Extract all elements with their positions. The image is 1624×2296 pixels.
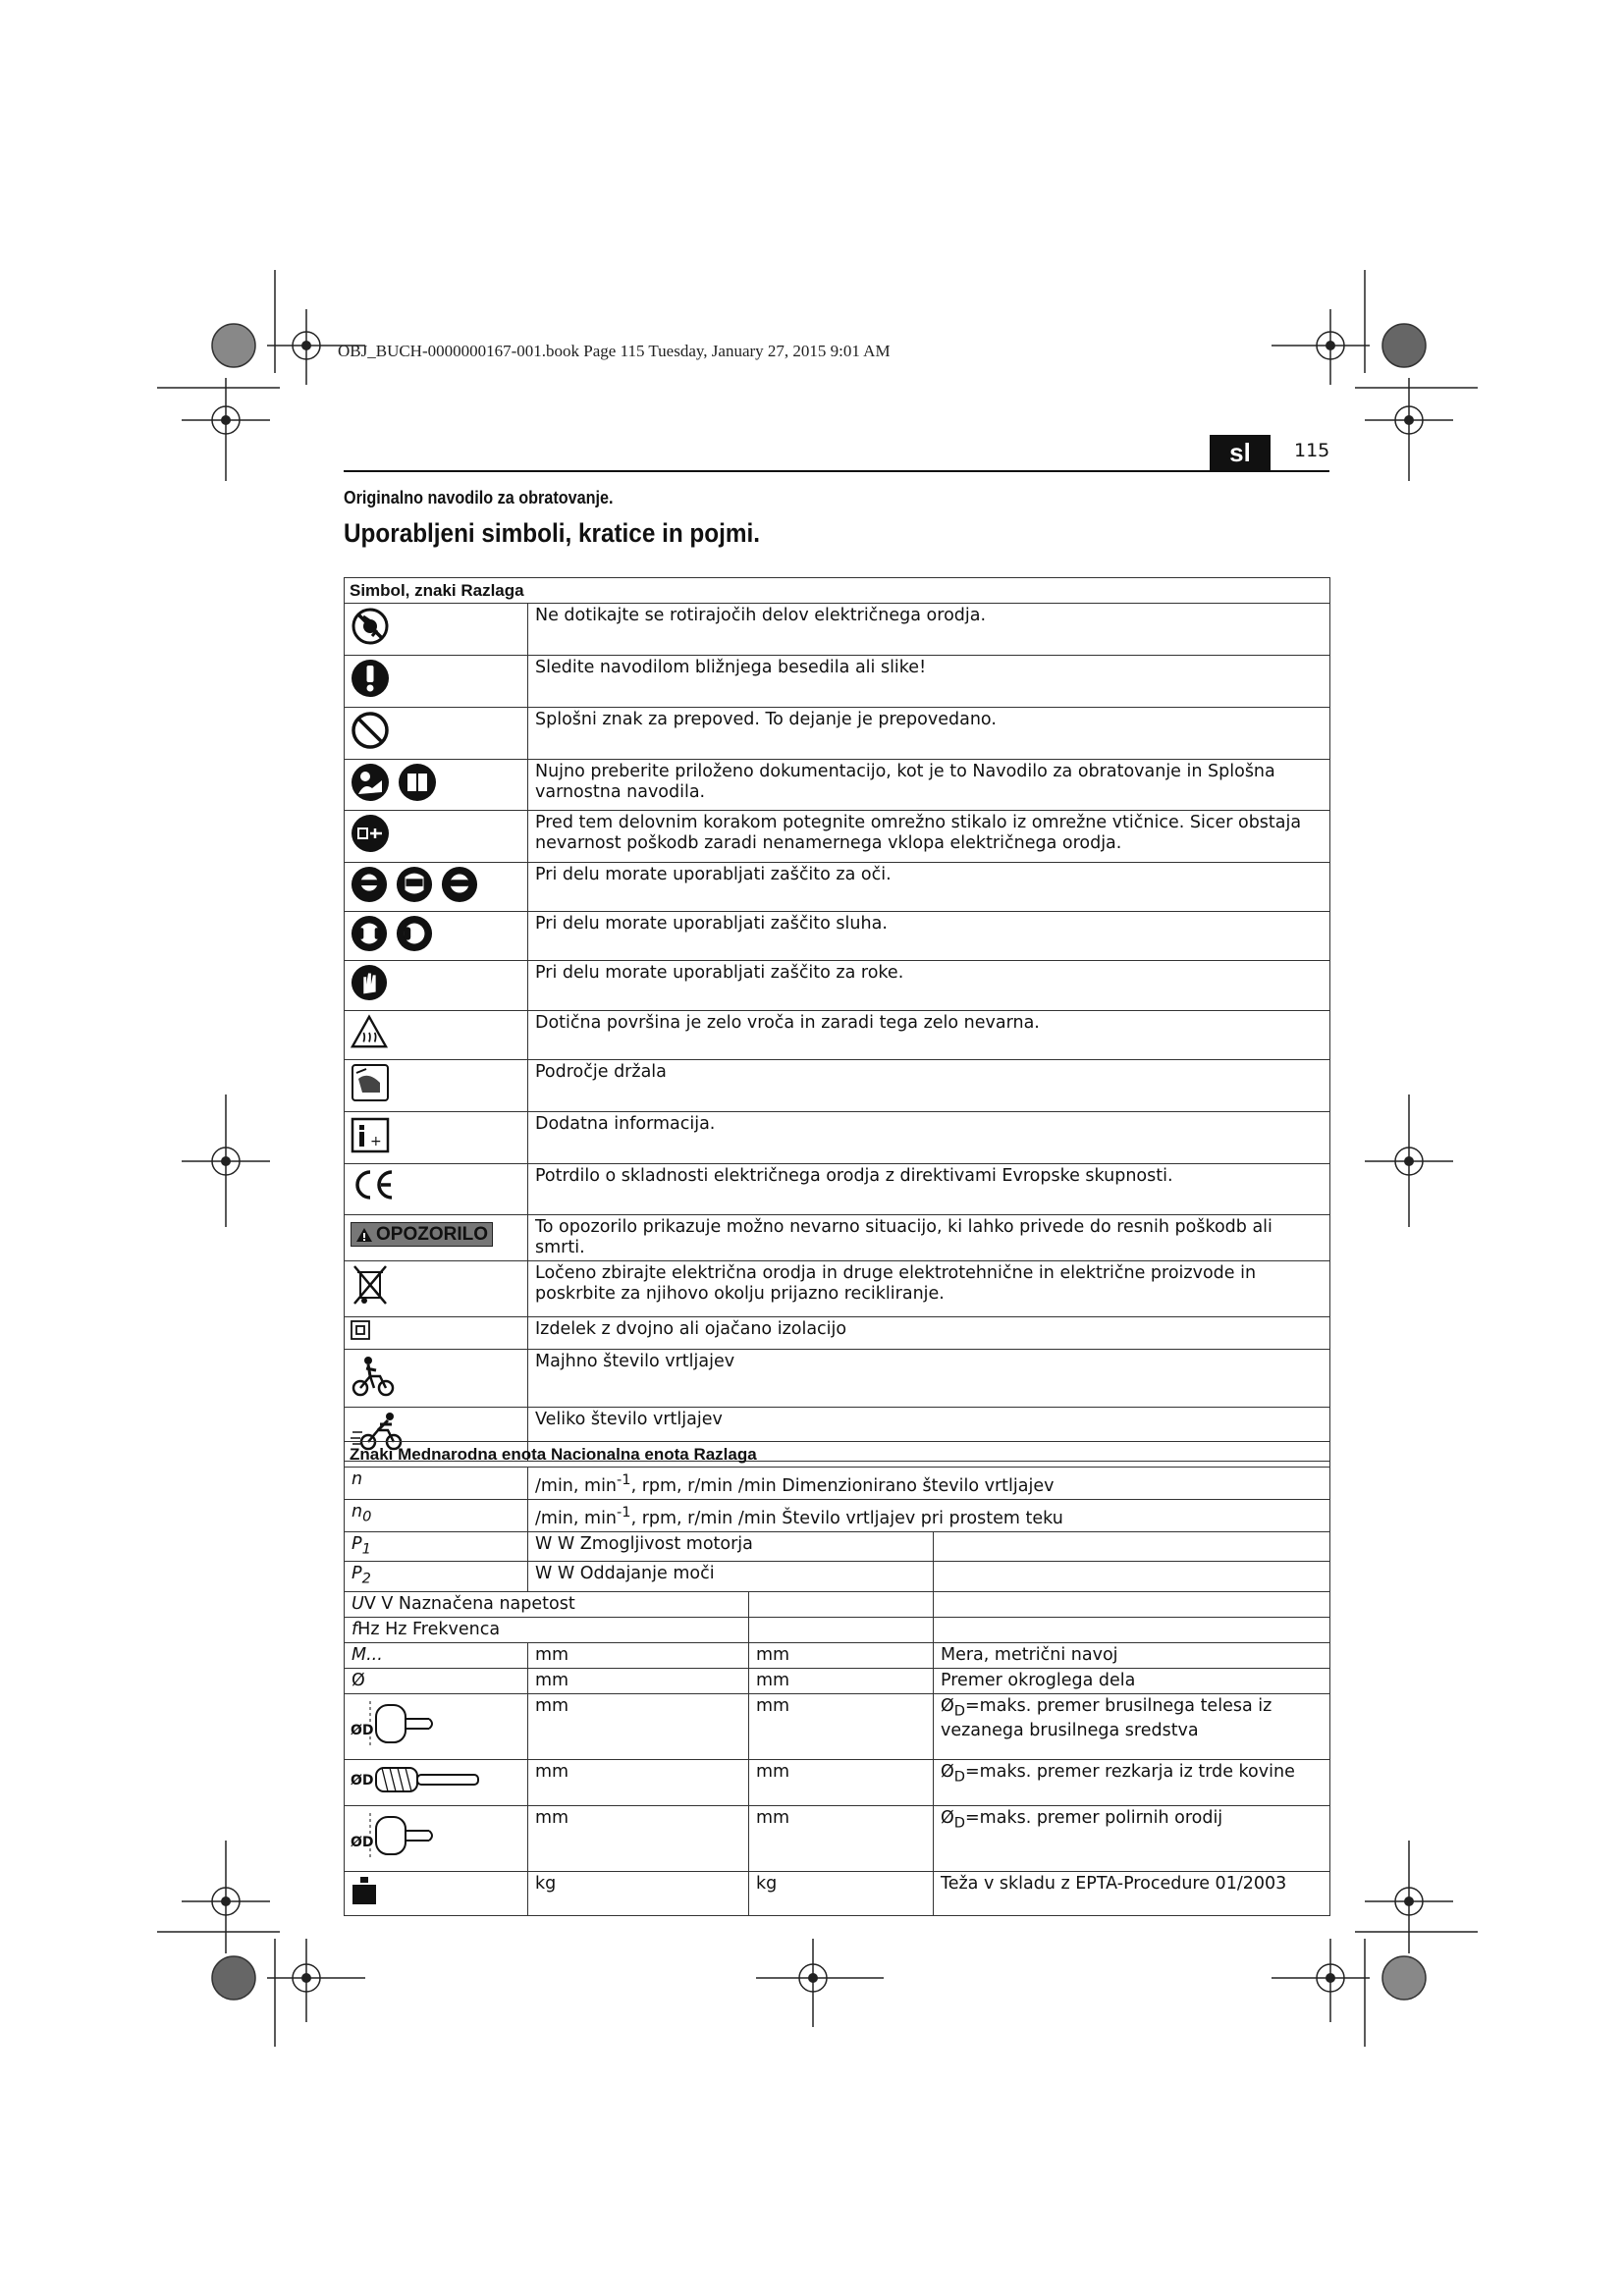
- units-table-header: [345, 1442, 1330, 1468]
- unit-symbol: Ø: [345, 1668, 528, 1693]
- doc-subtitle: Originalno navodilo za obratovanje.: [344, 488, 614, 507]
- symbol-explanation: Ne dotikajte se rotirajočih delov električnega orodja.: [528, 604, 1330, 656]
- symbol-explanation: Področje držala: [528, 1060, 1330, 1112]
- doc-title: Uporabljeni simboli, kratice in pojmi.: [344, 518, 760, 548]
- svg-text:ØD: ØD: [351, 1772, 374, 1789]
- table-row: [345, 1591, 1330, 1617]
- table-row: [345, 1261, 1330, 1317]
- face-shield-icon: [396, 866, 433, 903]
- units-header-cell: Znaki Mednarodna enota Nacionalna enota Razlaga: [345, 1442, 1330, 1468]
- symbol-explanation: To opozorilo prikazuje možno nevarno situacijo, ki lahko privede do resnih poškodb ali smrti.: [528, 1215, 1330, 1261]
- unit-explanation: Mera, metrični navoj: [934, 1642, 1330, 1668]
- unit-symbol: $P_1$: [345, 1531, 528, 1562]
- page-number: 115: [1294, 440, 1330, 461]
- header-rule: [344, 470, 1329, 472]
- symbol-explanation: Nujno preberite priloženo dokumentacijo, kot je to Navodilo za obratovanje in Splošna varnostna navodila.: [528, 760, 1330, 811]
- national-unit: mm: [749, 1642, 934, 1668]
- table-row: [345, 1499, 1330, 1531]
- svg-text:ØD: ØD: [351, 1722, 374, 1738]
- polishing-tool-diameter-icon: [351, 1809, 459, 1862]
- symbol-explanation: Splošni znak za prepoved. To dejanje je prepovedano.: [528, 708, 1330, 760]
- unit-description: fHz Hz Frekvenca: [345, 1617, 749, 1642]
- prohibition-icon: [351, 711, 390, 750]
- table-row: [345, 1642, 1330, 1668]
- no-touch-rotating-parts-icon: [351, 607, 390, 646]
- symbol-explanation: Izdelek z dvojno ali ojačano izolacijo: [528, 1317, 1330, 1350]
- table-row: [345, 604, 1330, 656]
- symbol-explanation: Veliko število vrtljajev: [528, 1408, 1330, 1462]
- symbol-explanation: Pri delu morate uporabljati zaščito za oči.: [528, 863, 1330, 912]
- hot-surface-icon: [351, 1014, 388, 1049]
- table-row: [345, 961, 1330, 1011]
- unit-description: UV V Naznačena napetost: [345, 1591, 749, 1617]
- symbol-explanation: Sledite navodilom bližnjega besedila ali slike!: [528, 656, 1330, 708]
- symbols-header-cell: Simbol, znaki Razlaga: [345, 578, 1330, 604]
- ce-mark-icon: [351, 1167, 396, 1202]
- table-row: [345, 1350, 1330, 1408]
- table-row: [345, 1531, 1330, 1562]
- unit-symbol: n: [345, 1468, 528, 1500]
- book-icon: [398, 763, 437, 802]
- unit-description: W W Oddajanje moči: [528, 1562, 934, 1592]
- unit-explanation: Teža v skladu z EPTA-Procedure 01/2003: [934, 1871, 1330, 1915]
- table-row: [345, 708, 1330, 760]
- svg-text:ØD: ØD: [351, 1834, 374, 1850]
- weight-icon: [351, 1875, 378, 1906]
- table-row: [345, 1871, 1330, 1915]
- table-row: [345, 1759, 1330, 1805]
- unit-symbol: $P_2$: [345, 1562, 528, 1592]
- table-row: [345, 656, 1330, 708]
- warning-badge-label: OPOZORILO: [376, 1224, 488, 1245]
- national-unit: mm: [749, 1668, 934, 1693]
- warning-badge: [351, 1222, 493, 1247]
- warning-triangle-icon: [355, 1227, 373, 1243]
- national-unit: mm: [749, 1805, 934, 1871]
- unplug-icon: [351, 814, 390, 853]
- unit-symbol: M...: [345, 1642, 528, 1668]
- national-unit: mm: [749, 1693, 934, 1759]
- international-unit: mm: [528, 1642, 749, 1668]
- symbol-explanation: Potrdilo o skladnosti električnega orodja z direktivami Evropske skupnosti.: [528, 1164, 1330, 1215]
- double-insulation-icon: [351, 1320, 370, 1340]
- unit-explanation: $Ø_D=maks$. premer brusilnega telesa iz vezanega brusilnega sredstva: [934, 1693, 1330, 1759]
- language-badge: sl: [1210, 435, 1271, 470]
- symbols-table: [344, 577, 1330, 1462]
- table-row: [345, 1060, 1330, 1112]
- symbol-explanation: Dodatna informacija.: [528, 1112, 1330, 1164]
- table-row: [345, 1693, 1330, 1759]
- read-manual-icon: [351, 763, 390, 802]
- table-row: [345, 760, 1330, 811]
- grip-area-icon: [351, 1063, 390, 1102]
- grinding-wheel-diameter-icon: [351, 1697, 459, 1750]
- print-header: OBJ_BUCH-0000000167-001.book Page 115 Tuesday, January 27, 2015 9:01 AM: [338, 342, 891, 360]
- weee-bin-icon: [351, 1264, 390, 1308]
- international-unit: mm: [528, 1668, 749, 1693]
- national-unit: mm: [749, 1759, 934, 1805]
- info-icon: [351, 1115, 390, 1154]
- symbol-explanation: Majhno število vrtljajev: [528, 1350, 1330, 1408]
- international-unit: mm: [528, 1693, 749, 1759]
- table-row: [345, 1668, 1330, 1693]
- symbols-table-header: [345, 578, 1330, 604]
- hand-protection-icon: [351, 964, 388, 1001]
- unit-description: W W Zmogljivost motorja: [528, 1531, 934, 1562]
- unit-explanation: $Ø_D=maks$. premer polirnih orodij: [934, 1805, 1330, 1871]
- cutter-diameter-icon: [351, 1763, 498, 1796]
- international-unit: mm: [528, 1759, 749, 1805]
- table-row: [345, 1011, 1330, 1060]
- symbol-explanation: Dotična površina je zelo vroča in zaradi tega zelo nevarna.: [528, 1011, 1330, 1060]
- table-row: [345, 1805, 1330, 1871]
- goggles-icon: [441, 866, 478, 903]
- international-unit: mm: [528, 1805, 749, 1871]
- svg-text:+: +: [370, 1134, 382, 1149]
- table-row: [345, 912, 1330, 961]
- unit-symbol: $n_0$: [345, 1499, 528, 1531]
- eye-protection-icon: [351, 866, 388, 903]
- symbol-explanation: Ločeno zbirajte električna orodja in druge elektrotehnične in električne proizvode in poskrbite za njihovo okolju prijazno recikliranje.: [528, 1261, 1330, 1317]
- earmuff-icon: [396, 915, 433, 952]
- low-speed-bike-icon: [351, 1353, 396, 1398]
- unit-description: /min, $\min^{-1}$, rpm, r/min /min Dimenzionirano število vrtljajev: [528, 1468, 1330, 1500]
- table-row: [345, 863, 1330, 912]
- symbol-explanation: Pred tem delovnim korakom potegnite omrežno stikalo iz omrežne vtičnice. Sicer obstaja nevarnost poškodb zaradi nenamernega vklopa električnega orodja.: [528, 811, 1330, 863]
- symbol-explanation: Pri delu morate uporabljati zaščito sluha.: [528, 912, 1330, 961]
- international-unit: kg: [528, 1871, 749, 1915]
- national-unit: kg: [749, 1871, 934, 1915]
- table-row: [345, 1215, 1330, 1261]
- table-row: [345, 1617, 1330, 1642]
- table-row: [345, 1112, 1330, 1164]
- units-table: [344, 1441, 1330, 1916]
- symbol-explanation: Pri delu morate uporabljati zaščito za roke.: [528, 961, 1330, 1011]
- table-row: [345, 1317, 1330, 1350]
- unit-explanation: $Ø_D=maks$. premer rezkarja iz trde kovine: [934, 1759, 1330, 1805]
- table-row: [345, 1468, 1330, 1500]
- unit-explanation: Premer okroglega dela: [934, 1668, 1330, 1693]
- ear-protection-icon: [351, 915, 388, 952]
- exclamation-mandatory-icon: [351, 659, 390, 698]
- table-row: [345, 1562, 1330, 1592]
- table-row: [345, 1164, 1330, 1215]
- unit-description: /min, $\min^{-1}$, rpm, r/min /min Število vrtljajev pri prostem teku: [528, 1499, 1330, 1531]
- table-row: [345, 811, 1330, 863]
